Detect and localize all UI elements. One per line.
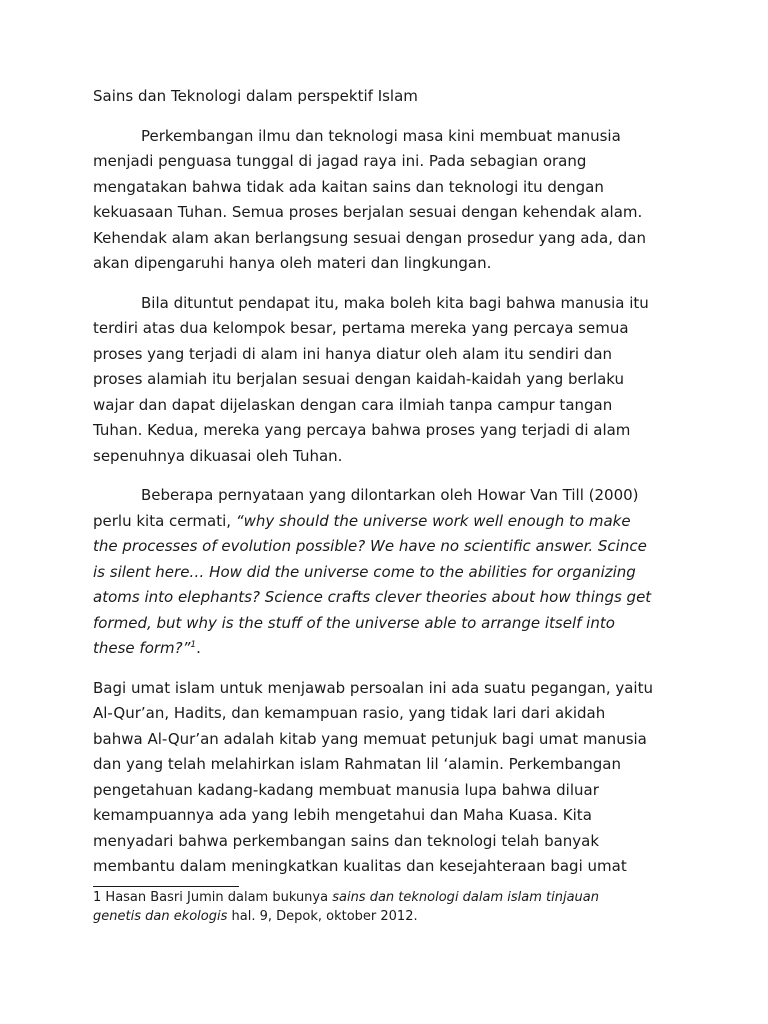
paragraph-3 xyxy=(93,483,679,662)
paragraph-4 xyxy=(93,676,679,880)
footnote-author: Hasan Basri Jumin dalam bukunya xyxy=(101,890,333,905)
paragraph-4-text: Bagi umat islam untuk menjawab persoalan ini ada suatu pegangan, yaitu Al-Qur’an, Hadits, dan kemampuan rasio, yang tidak lari dari akidah bahwa Al-Qur’an adalah kitab yang memuat petunjuk bagi umat manusia dan yang telah melahirkan islam Rahmatan lil ‘alamin. Perkembangan pengetahuan kadang-kadang membuat manusia lupa bahwa diluar kemampuannya ada yang lebih mengetahui dan Maha Kuasa. Kita menyadari bahwa perkembangan sains dan teknologi telah banyak membantu dalam meningkatkan kualitas dan kesejahteraan bagi umat xyxy=(93,678,653,875)
paragraph-3-text-after: . xyxy=(196,639,201,657)
paragraph-1 xyxy=(93,124,679,277)
footnote-reference[interactable]: 1 xyxy=(190,640,197,650)
paragraph-3-text-before: Beberapa pernyataan yang dilontarkan oleh Howar Van Till (2000) perlu kita cermati, xyxy=(93,486,639,530)
document-title: Sains dan Teknologi dalam perspektif Islam xyxy=(93,87,418,105)
footnote-book-title: sains dan teknologi dalam islam tinjauan genetis dan ekologis xyxy=(93,890,600,924)
paragraph-1-text: Perkembangan ilmu dan teknologi masa kini membuat manusia menjadi penguasa tunggal di jagad raya ini. Pada sebagian orang mengatakan bahwa tidak ada kaitan sains dan teknologi itu dengan kekuasaan Tuhan. Semua proses berjalan sesuai dengan kehendak alam. Kehendak alam akan berlangsung sesuai dengan prosedur yang ada, dan akan dipengaruhi hanya oleh materi dan lingkungan. xyxy=(93,126,646,272)
paragraph-2 xyxy=(93,291,679,470)
footnote-separator xyxy=(93,886,239,887)
paragraph-2-text: Bila dituntut pendapat itu, maka boleh kita bagi bahwa manusia itu terdiri atas dua kelompok besar, pertama mereka yang percaya semua proses yang terjadi di alam ini hanya diatur oleh alam itu sendiri dan proses alamiah itu berjalan sesuai dengan kaidah-kaidah yang berlaku wajar dan dapat dijelaskan dengan cara ilmiah tanpa campur tangan Tuhan. Kedua, mereka yang percaya bahwa proses yang terjadi di alam sepenuhnya dikuasai oleh Tuhan. xyxy=(93,293,649,465)
document-page xyxy=(93,84,679,894)
footnote-number: 1 xyxy=(93,890,102,905)
footnote xyxy=(93,888,679,926)
quotation: “why should the universe work well enough to make the processes of evolution possible? We have no scientific answer. Scince is silent here… How did the universe come to the abilities for organizing atoms into elephants? Science crafts clever theories about how things get formed, but why is the stuff of the universe able to arrange itself into these form?” xyxy=(93,511,652,657)
footnote-details: hal. 9, Depok, oktober 2012. xyxy=(227,909,418,924)
